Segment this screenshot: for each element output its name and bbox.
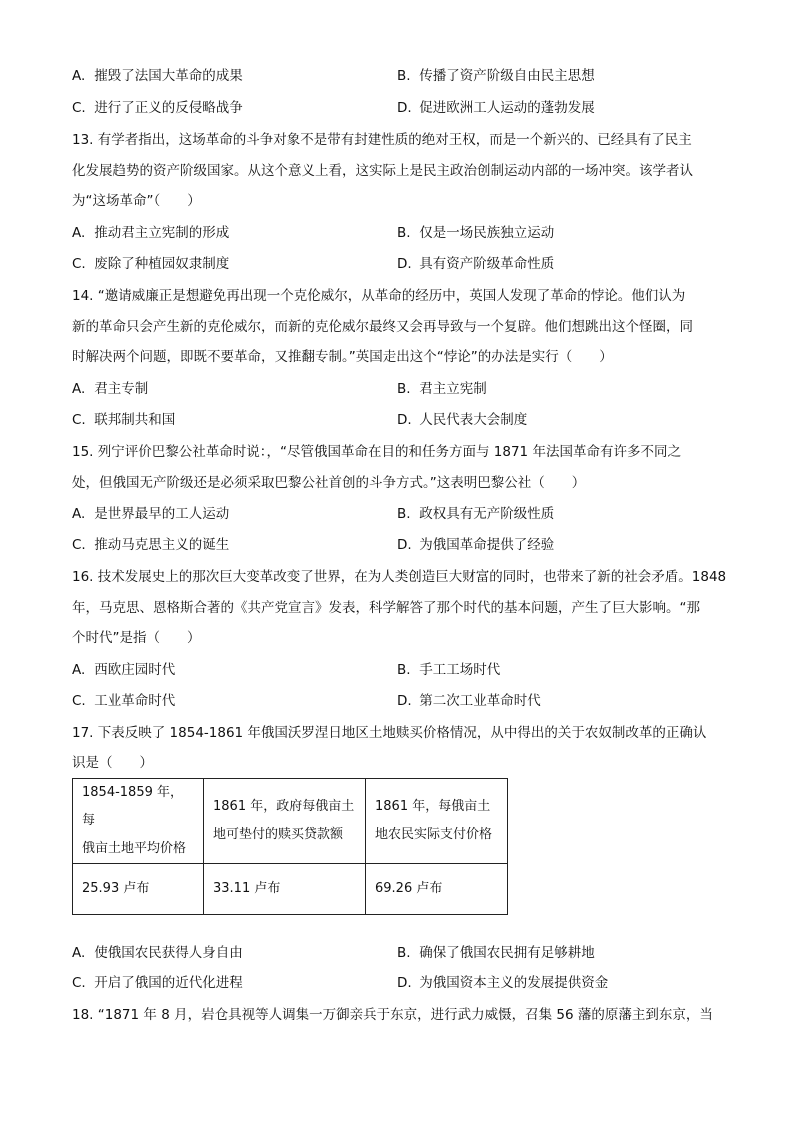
q17-option-a[interactable]: A. 使俄国农民获得人身自由	[72, 945, 243, 961]
q15-option-b[interactable]: B. 政权具有无产阶级性质	[397, 506, 555, 522]
table-header-cell: 1861 年，每俄亩土 地农民实际支付价格	[366, 779, 508, 864]
q16-option-c[interactable]: C. 工业革命时代	[72, 693, 176, 709]
q13-option-c[interactable]: C. 废除了种植园奴隶制度	[72, 256, 230, 272]
q17-option-c[interactable]: C. 开启了俄国的近代化进程	[72, 975, 243, 991]
q16-stem-line-3: 个时代”是指（ ）	[72, 630, 201, 646]
price-table	[72, 778, 508, 915]
table-cell: 69.26 卢布	[366, 864, 508, 915]
q17-option-d[interactable]: D. 为俄国资本主义的发展提供资金	[397, 975, 609, 991]
table-row	[73, 864, 508, 915]
q15-stem-line-1: 15. 列宁评价巴黎公社革命时说：，“尽管俄国革命在目的和任务方面与 1871 年法国革命有许多不同之	[72, 444, 681, 460]
q13-option-a[interactable]: A. 推动君主立宪制的形成	[72, 225, 230, 241]
q16-option-d[interactable]: D. 第二次工业革命时代	[397, 693, 541, 709]
q12-option-d[interactable]: D. 促进欧洲工人运动的蓬勃发展	[397, 100, 595, 116]
q14-stem-line-2: 新的革命只会产生新的克伦威尔，而新的克伦威尔最终又会再导致与一个复辟。他们想跳出这个怪圈，同	[72, 319, 693, 335]
q12-option-c[interactable]: C. 进行了正义的反侵略战争	[72, 100, 243, 116]
q13-option-d[interactable]: D. 具有资产阶级革命性质	[397, 256, 555, 272]
q16-stem-line-2: 年，马克思、恩格斯合著的《共产党宣言》发表，科学解答了那个时代的基本问题，产生了巨大影响。“那	[72, 600, 700, 616]
table-header-cell: 1854-1859 年，每 俄亩土地平均价格	[73, 779, 204, 864]
q15-option-d[interactable]: D. 为俄国革命提供了经验	[397, 537, 555, 553]
q12-option-b[interactable]: B. 传播了资产阶级自由民主思想	[397, 68, 595, 84]
q17-stem-line-2: 识是（ ）	[72, 755, 153, 771]
q14-option-d[interactable]: D. 人民代表大会制度	[397, 412, 528, 428]
q13-stem-line-3: 为“这场革命”（ ）	[72, 193, 201, 209]
q14-option-b[interactable]: B. 君主立宪制	[397, 381, 487, 397]
q13-stem-line-2: 化发展趋势的资产阶级国家。从这个意义上看，这实际上是民主政治创制运动内部的一场冲突。该学者认	[72, 163, 693, 179]
q13-stem-line-1: 13. 有学者指出，这场革命的斗争对象不是带有封建性质的绝对王权，而是一个新兴的、已经具有了民主	[72, 132, 692, 148]
q16-stem-line-1: 16. 技术发展史上的那次巨大变革改变了世界，在为人类创造巨大财富的同时，也带来了新的社会矛盾。1848	[72, 569, 727, 585]
q15-option-a[interactable]: A. 是世界最早的工人运动	[72, 506, 230, 522]
q15-stem-line-2: 处，但俄国无产阶级还是必须采取巴黎公社首创的斗争方式。”这表明巴黎公社（ ）	[72, 475, 586, 491]
q14-stem-line-1: 14. “邀请威廉正是想避免再出现一个克伦威尔，从革命的经历中，英国人发现了革命的悖论。他们认为	[72, 288, 686, 304]
q16-option-a[interactable]: A. 西欧庄园时代	[72, 662, 176, 678]
table-header-cell: 1861 年，政府每俄亩土 地可垫付的赎买贷款额	[204, 779, 366, 864]
q14-option-c[interactable]: C. 联邦制共和国	[72, 412, 176, 428]
table-cell: 25.93 卢布	[73, 864, 204, 915]
q12-option-a[interactable]: A. 摧毁了法国大革命的成果	[72, 68, 243, 84]
q13-option-b[interactable]: B. 仅是一场民族独立运动	[397, 225, 555, 241]
q16-option-b[interactable]: B. 手工工场时代	[397, 662, 501, 678]
q14-option-a[interactable]: A. 君主专制	[72, 381, 149, 397]
q14-stem-line-3: 时解决两个问题，即既不要革命，又推翻专制。”英国走出这个“悖论”的办法是实行（ ）	[72, 349, 613, 365]
q15-option-c[interactable]: C. 推动马克思主义的诞生	[72, 537, 230, 553]
table-header-row	[73, 779, 508, 864]
q18-stem-line-1: 18. “1871 年 8 月，岩仓具视等人调集一万御亲兵于东京，进行武力威慑，召集 56 藩的原藩主到东京，当	[72, 1007, 713, 1023]
q17-stem-line-1: 17. 下表反映了 1854-1861 年俄国沃罗涅日地区土地赎买价格情况，从中得出的关于农奴制改革的正确认	[72, 725, 707, 741]
table-cell: 33.11 卢布	[204, 864, 366, 915]
q17-option-b[interactable]: B. 确保了俄国农民拥有足够耕地	[397, 945, 595, 961]
